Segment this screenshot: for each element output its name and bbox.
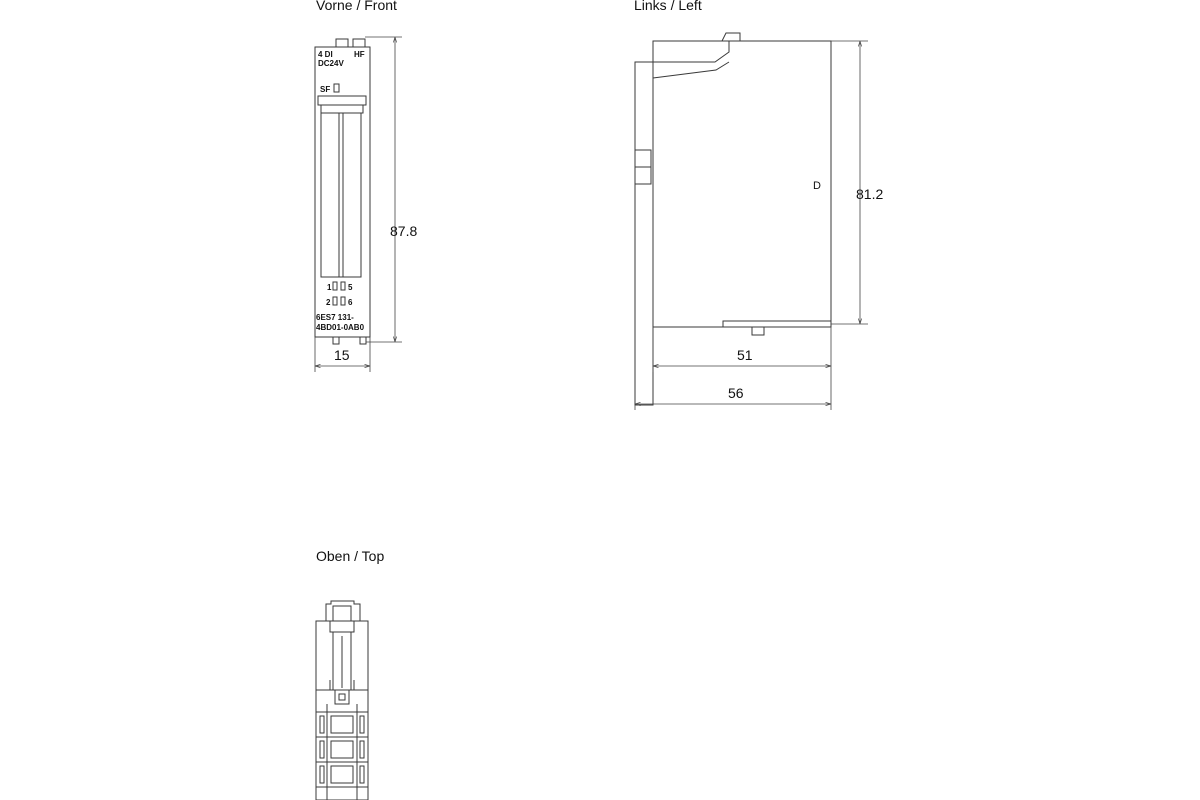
front-height-dim: 87.8: [390, 223, 418, 239]
front-label-type: 4 DI: [318, 50, 333, 59]
channel-2-label: 2: [326, 298, 331, 307]
left-view: [635, 33, 883, 410]
left-backplane: [635, 62, 653, 405]
left-height-dim: 81.2: [856, 186, 884, 202]
part-number-line1: 6ES7 131-: [316, 313, 354, 322]
front-label-voltage: DC24V: [318, 59, 344, 68]
channel-6-label: 6: [348, 298, 353, 307]
front-bottom-tab-right: [360, 337, 366, 344]
left-top-latch: [722, 33, 740, 41]
left-marker: D: [813, 180, 821, 192]
top-view-connector: [326, 601, 360, 621]
front-view-title: Vorne / Front: [316, 0, 397, 13]
front-width-dim: 15: [334, 347, 350, 363]
front-label-sf: SF: [320, 85, 331, 94]
channel-1-label: 1: [327, 283, 332, 292]
left-bottom-tab: [752, 327, 764, 335]
front-top-tab-right: [353, 39, 365, 47]
part-number-line2: 4BD01-0AB0: [316, 323, 365, 332]
left-module-body: [653, 41, 831, 327]
front-label-hf: HF: [354, 50, 365, 59]
left-depth-outer-dim: 56: [728, 385, 744, 401]
top-view: [316, 601, 368, 800]
front-top-tab-left: [336, 39, 348, 47]
left-view-title: Links / Left: [634, 0, 702, 13]
channel-5-label: 5: [348, 283, 353, 292]
front-view: [315, 37, 417, 372]
top-view-title: Oben / Top: [316, 548, 385, 564]
left-depth-inner-dim: 51: [737, 347, 753, 363]
front-bottom-tab-left: [333, 337, 339, 344]
